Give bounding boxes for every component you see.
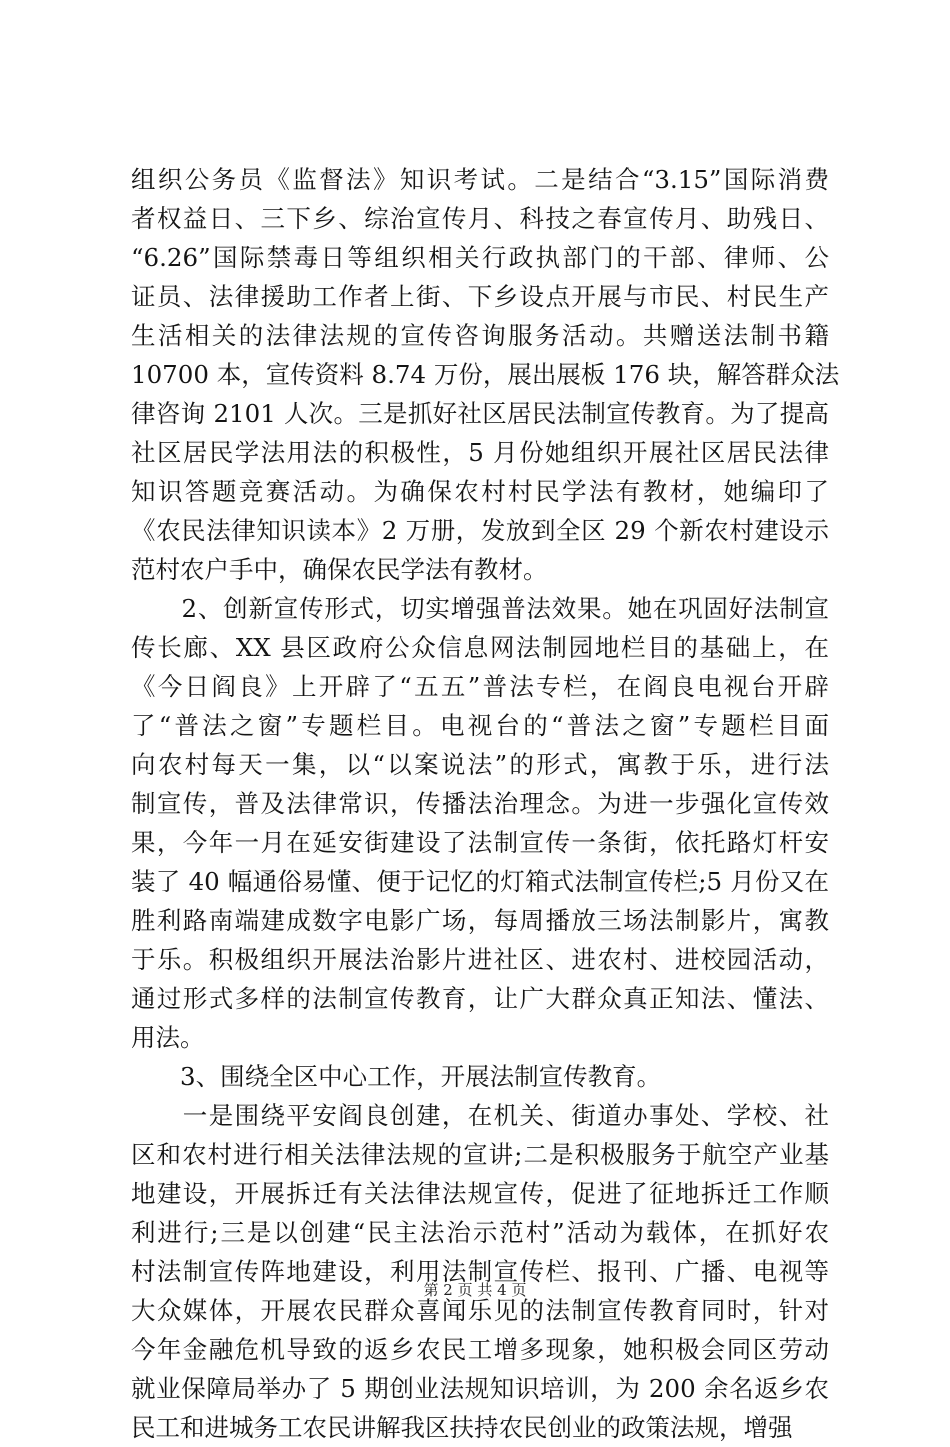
text-line: 区和农村进行相关法律法规的宣讲;二是积极服务于航空产业基 [131, 1140, 829, 1169]
page-footer: 第 2 页 共 4 页 [423, 1281, 527, 1299]
text-line: 大众媒体，开展农民群众喜闻乐见的法制宣传教育同时，针对 [131, 1296, 829, 1325]
text-line: 今年金融危机导致的返乡农民工增多现象，她积极会同区劳动 [131, 1335, 829, 1364]
text-line: 向农村每天一集，以“以案说法”的形式，寓教于乐，进行法 [131, 750, 829, 779]
text-line: 就业保障局举办了 5 期创业法规知识培训，为 200 余名返乡农 [131, 1374, 829, 1403]
text-line: 3、围绕全区中心工作，开展法制宣传教育。 [131, 1062, 662, 1091]
text-line: 民工和进城务工农民讲解我区扶持农民创业的政策法规，增强 [131, 1413, 793, 1442]
text-line: 胜利路南端建成数字电影广场，每周播放三场法制影片，寓教 [131, 906, 829, 935]
text-line: 律咨询 2101 人次。三是抓好社区居民法制宣传教育。为了提高 [131, 399, 829, 428]
text-line: 一是围绕平安阎良创建，在机关、街道办事处、学校、社 [131, 1101, 829, 1130]
text-line: 村法制宣传阵地建设，利用法制宣传栏、报刊、广播、电视等 [131, 1257, 829, 1286]
text-line: 证员、法律援助工作者上街、下乡设点开展与市民、村民生产 [131, 282, 829, 311]
text-line: 通过形式多样的法制宣传教育，让广大群众真正知法、懂法、 [131, 984, 829, 1013]
text-line: 地建设，开展拆迁有关法律法规宣传，促进了征地拆迁工作顺 [131, 1179, 829, 1208]
text-line: 装了 40 幅通俗易懂、便于记忆的灯箱式法制宣传栏;5 月份又在 [131, 867, 829, 896]
text-line: 《今日阎良》上开辟了“五五”普法专栏，在阎良电视台开辟 [131, 672, 829, 701]
text-line: “6.26”国际禁毒日等组织相关行政执部门的干部、律师、公 [131, 243, 829, 272]
text-line: 者权益日、三下乡、综治宣传月、科技之春宣传月、助残日、 [131, 204, 829, 233]
text-line: 社区居民学法用法的积极性，5 月份她组织开展社区居民法律 [131, 438, 829, 467]
text-line: 传长廊、XX 县区政府公众信息网法制园地栏目的基础上，在 [131, 633, 829, 662]
text-line: 《农民法律知识读本》2 万册，发放到全区 29 个新农村建设示 [131, 516, 829, 545]
text-line: 2、创新宣传形式，切实增强普法效果。她在巩固好法制宣 [131, 594, 829, 623]
text-line: 利进行;三是以创建“民主法治示范村”活动为载体，在抓好农 [131, 1218, 829, 1247]
text-line: 于乐。积极组织开展法治影片进社区、进农村、进校园活动， [131, 945, 829, 974]
text-line: 10700 本，宣传资料 8.74 万份，展出展板 176 块，解答群众法 [131, 360, 840, 389]
paragraph-continuation [131, 160, 840, 589]
text-line: 范村农户手中，确保农民学法有教材。 [131, 555, 548, 584]
document-body [131, 160, 840, 1447]
text-line: 了“普法之窗”专题栏目。电视台的“普法之窗”专题栏目面 [131, 711, 829, 740]
text-line: 果，今年一月在延安街建设了法制宣传一条街，依托路灯杆安 [131, 828, 829, 857]
text-line: 制宣传，普及法律常识，传播法治理念。为进一步强化宣传效 [131, 789, 829, 818]
paragraph-point-3-body [131, 1096, 829, 1447]
text-line: 生活相关的法律法规的宣传咨询服务活动。共赠送法制书籍 [131, 321, 829, 350]
text-line: 知识答题竞赛活动。为确保农村村民学法有教材，她编印了 [131, 477, 829, 506]
text-line: 用法。 [131, 1023, 205, 1052]
text-line: 组织公务员《监督法》知识考试。二是结合“3.15”国际消费 [131, 165, 829, 194]
paragraph-point-2 [131, 589, 829, 1057]
paragraph-point-3-heading [131, 1057, 829, 1096]
